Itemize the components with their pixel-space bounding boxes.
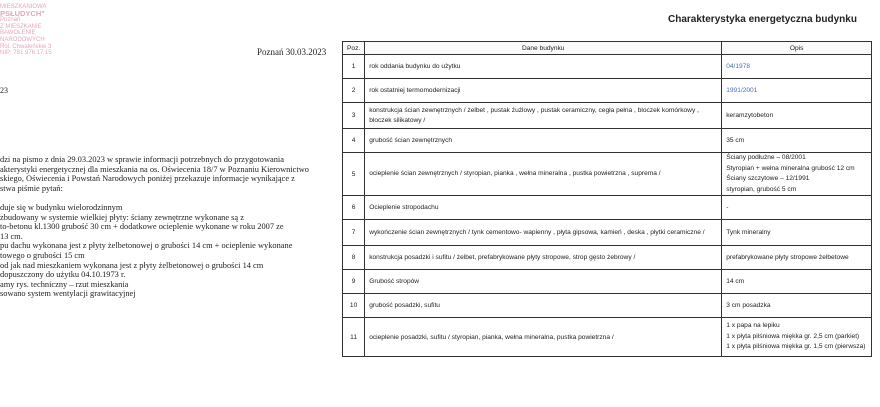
cell-opis: [722, 103, 872, 129]
table-row: [343, 55, 872, 79]
table-row: [343, 318, 872, 357]
opis-line: Styropian + wełna mineralna grubość 12 cm: [726, 164, 855, 172]
table-row: [343, 103, 872, 129]
cell-dane-budynku: konstrukcja posadzki i sufitu / żelbet, prefabrykowane płyty stropowe, strop gęsto żebrowy /: [365, 246, 722, 270]
cell-opis: [722, 79, 872, 103]
table-body: [343, 55, 872, 357]
cell-poz: 4: [343, 129, 365, 153]
opis-line: 1 x papa na lepiku: [726, 322, 780, 330]
company-stamp: [0, 4, 62, 57]
cell-dane-budynku: Ocieplenie stropodachu: [365, 196, 722, 220]
header-opis: Opis: [722, 42, 872, 55]
stamp-line: Z MIESZKANIE: [0, 23, 42, 30]
cell-opis: [722, 129, 872, 153]
table-row: [343, 294, 872, 318]
letter-line: towego o grubości 15 cm: [0, 250, 85, 260]
header-dane-budynku: Dane budynku: [365, 42, 722, 55]
cell-dane-budynku: rok ostatniej termomodernizacji: [365, 79, 722, 103]
cell-dane-budynku: ocieplenie posadzki, sufitu / styropian, pianka, wełna mineralna, pustka powietrzna /: [365, 318, 722, 357]
cell-opis: [722, 55, 872, 79]
letter-line: akterystyki energetycznej dla mieszkania na os. Oświecenia 18/7 w Poznaniu Kierownictwo: [0, 164, 309, 174]
opis-line: styropian, grubość 5 cm: [726, 185, 797, 193]
table-row: [343, 153, 872, 196]
table-row: [343, 220, 872, 246]
letter-line: dopuszczony do użytku 04.10.1973 r.: [0, 270, 126, 280]
opis-line: 35 cm: [726, 137, 745, 144]
cell-opis: [722, 294, 872, 318]
stamp-line: Rol. Chwaleńskie 3: [0, 43, 52, 50]
letter-line: dzi na pismo z dnia 29.03.2023 w sprawie informacji potrzebnych do przygotowania: [0, 155, 284, 164]
opis-line: Ściany podłużne – 08/2001: [726, 154, 806, 161]
table-row: [343, 196, 872, 220]
letter-date: Poznań 30.03.2023: [257, 47, 327, 57]
cell-opis: [722, 153, 872, 196]
table-row: [343, 79, 872, 103]
table-row: [343, 246, 872, 270]
header-poz: Poz.: [343, 42, 365, 55]
cell-poz: 1: [343, 55, 365, 79]
opis-line: 1 x płyta pilśniowa miękka gr. 2,5 cm (parkiet): [726, 332, 860, 340]
opis-line: prefabrykowane płyty stropowe żelbetowe: [726, 254, 849, 261]
opis-line: keramzytobeton: [726, 112, 774, 119]
cell-opis: [722, 246, 872, 270]
cell-dane-budynku: rok oddania budynku do użytku: [365, 55, 722, 79]
opis-line: Tynk mineralny: [726, 229, 771, 236]
letter-line: od jak nad mieszkaniem wykonana jest z płyty żelbetonowej o grubości 14 cm: [0, 260, 264, 270]
opis-line: Ściany szczytowe – 12/1991: [726, 175, 810, 182]
cell-opis: [722, 318, 872, 357]
letter-line: amy rys. techniczny – rzut mieszkania: [0, 279, 129, 289]
letter-line: [0, 193, 320, 203]
cell-poz: 2: [343, 79, 365, 103]
letter-line: zbudowany w systemie wielkiej płyty: ściany zewnętrzne wykonane są z: [0, 212, 244, 222]
stamp-line: BAWOLENIE: [0, 30, 36, 37]
cell-poz: 6: [343, 196, 365, 220]
cell-dane-budynku: grubość posadzki, sufitu: [365, 294, 722, 318]
opis-line: 3 cm posadzka: [726, 302, 771, 309]
cell-poz: 10: [343, 294, 365, 318]
table-row: [343, 129, 872, 153]
letter-line: skiego, Oświecenia i Powstań Narodowych poniżej przekazuje informacje wynikające z: [0, 174, 295, 184]
table-header-row: [343, 42, 872, 55]
table-title: Charakterystyka energetyczna budynku: [668, 14, 857, 25]
letter-line: to-betonu kl.1300 grubość 30 cm + dodatkowe ocieplenie wykonane w roku 2007 ze: [0, 222, 284, 232]
stamp-line: NIP: 781 976 17 15: [0, 50, 52, 57]
letter-line: 13 cm.: [0, 231, 23, 241]
stamp-line: Poznań: [0, 17, 21, 24]
cell-dane-budynku: ocieplenie ścian zewnętrznych / styropian, pianka , wełna mineralna , pustka powietrzna , suprema /: [365, 153, 722, 196]
opis-line: 1 x płyta pilśniowa miękka gr. 1,5 cm (pierwsza): [726, 343, 866, 351]
cell-poz: 9: [343, 270, 365, 294]
letter-reference-number: 23: [0, 86, 8, 95]
cell-dane-budynku: Grubość stropów: [365, 270, 722, 294]
cell-poz: 11: [343, 318, 365, 357]
cell-poz: 3: [343, 103, 365, 129]
opis-line: 04/1978: [726, 63, 751, 70]
opis-line: 14 cm: [726, 278, 745, 285]
building-characteristics-table: [342, 41, 872, 357]
stamp-line: PSŁUDYCH": [0, 8, 45, 18]
stamp-line: MIESZKANIOWA: [0, 4, 47, 10]
letter-line: sowano system wentylacji grawitacyjnej: [0, 289, 136, 299]
cell-dane-budynku: wykończenie ścian zewnętrznych / tynk cementowo- wapienny , płyta gipsowa, kamień , deska , płytki ceramiczne /: [365, 220, 722, 246]
cell-poz: 8: [343, 246, 365, 270]
cell-opis: [722, 196, 872, 220]
cell-opis: [722, 270, 872, 294]
letter-line: stwa piśmie pytań:: [0, 183, 63, 193]
stamp-line: NARODOWYCH: [0, 36, 45, 43]
cell-poz: 7: [343, 220, 365, 246]
cell-opis: [722, 220, 872, 246]
letter-line: duje się w budynku wielorodzinnym: [0, 202, 123, 212]
table-row: [343, 270, 872, 294]
letter-body: [0, 155, 320, 299]
opis-line: -: [726, 204, 729, 211]
opis-line: 1991/2001: [726, 87, 758, 94]
cell-poz: 5: [343, 153, 365, 196]
cell-dane-budynku: grubość ścian zewnętrznych: [365, 129, 722, 153]
cell-dane-budynku: konstrukcja ścian zewnętrznych / żelbet , pustak żużlowy , pustak ceramiczny, cegła pełna , bloczek komórkowy , bloczek silikatowy /: [365, 103, 722, 129]
letter-line: pu dachu wykonana jest z płyty żelbetonowej o grubości 14 cm + ocieplenie wykonane: [0, 241, 293, 251]
